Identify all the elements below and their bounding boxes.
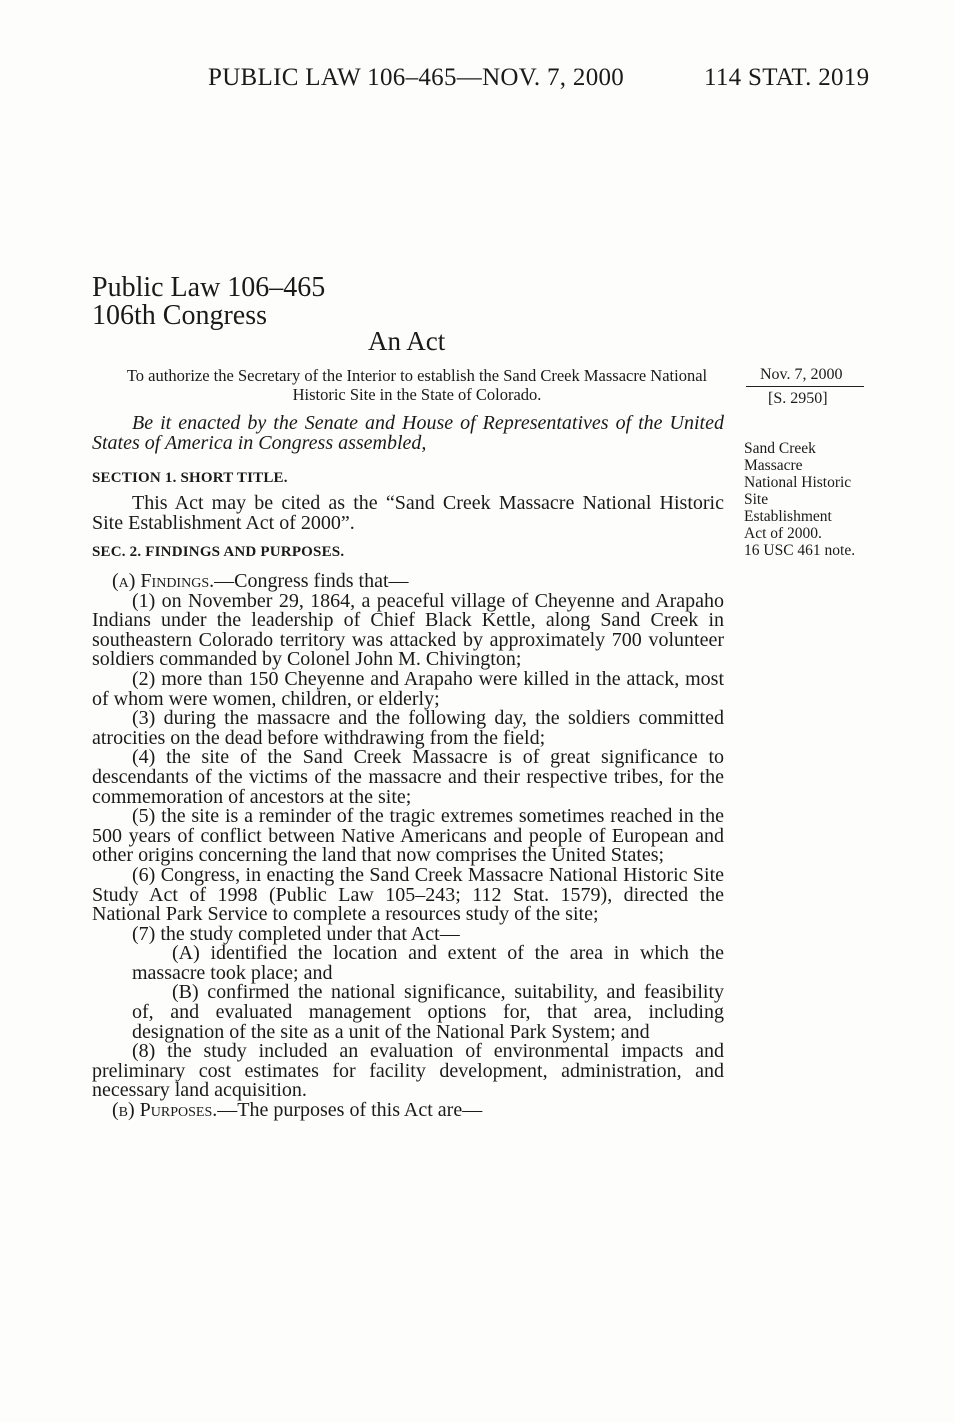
margin-note-line: Site [744,491,769,508]
purposes-subsection [92,1101,724,1121]
finding-paragraph: (2) more than 150 Cheyenne and Arapaho were killed in the attack, most of whom were women, children, or elderly; [92,667,724,710]
finding-subparagraph: (B) confirmed the national significance, suitability, and feasibility of, and evaluated management options for, that area, including designation of the site as a unit of the National Park System; and [132,981,724,1043]
public-law-title: Public Law 106–465 [92,272,326,303]
margin-note-line: Massacre [744,457,803,474]
margin-note [744,440,884,559]
section-2-body [92,572,724,1121]
margin-divider [746,386,864,387]
enacting-clause-text: Be it enacted by the Senate and House of Representatives of the United States of America in Congress assembled, [92,412,724,454]
margin-note-line: 16 USC 461 note. [744,542,856,559]
running-header-left: PUBLIC LAW 106–465—NOV. 7, 2000 [208,64,625,91]
running-header-right: 114 STAT. 2019 [704,64,870,91]
margin-note-line: Act of 2000. [744,525,822,542]
short-title-text: This Act may be cited as the “Sand Creek Massacre National Historic Site Establishment Act of 2000”. [92,492,724,534]
congress-number: 106th Congress [92,300,267,331]
margin-note-line: Establishment [744,508,832,525]
findings-subsection [92,572,724,592]
act-purpose: To authorize the Secretary of the Interior to establish the Sand Creek Massacre National Historic Site in the State of Colorado. [126,366,708,404]
margin-note-line: National Historic [744,474,852,491]
purposes-label: (b) Purposes. [112,1099,218,1122]
finding-paragraph: (6) Congress, in enacting the Sand Creek Massacre National Historic Site Study Act of 1998 (Public Law 105–243; 112 Stat. 1579), directed the National Park Service to complete a resources study of the site; [92,863,724,926]
margin-bill-number: [S. 2950] [768,390,828,407]
finding-paragraph: (1) on November 29, 1864, a peaceful village of Cheyenne and Arapaho Indians under the leadership of Chief Black Kettle, along Sand Creek in southeastern Colorado territory was attacked by approximately 700 volunteer soldiers commanded by Colonel John M. Chivington; [92,589,724,671]
finding-paragraph: (8) the study included an evaluation of environmental impacts and preliminary cost estimates for facility development, administration, and necessary land acquisition. [92,1040,724,1102]
act-heading: An Act [368,326,446,356]
findings-label: (a) Findings. [112,570,215,592]
margin-note-line: Sand Creek [744,440,816,457]
enacting-clause [92,414,724,453]
section-1-body [92,494,724,533]
findings-intro: —Congress finds that— [214,570,409,592]
finding-subparagraph: (A) identified the location and extent of the area in which the massacre took place; and [132,942,724,984]
finding-paragraph: (5) the site is a reminder of the tragic extremes sometimes reached in the 500 years of conflict between Native Americans and people of European and other origins concerning the land that now comprises the United States; [92,805,724,867]
finding-paragraph: (3) during the massacre and the following day, the soldiers committed atrocities on the dead before withdrawing from the field; [92,707,724,749]
section-2-heading: SEC. 2. FINDINGS AND PURPOSES. [92,544,345,560]
finding-paragraph: (4) the site of the Sand Creek Massacre is of great significance to descendants of the victims of the massacre and their respective tribes, for the commemoration of ancestors at the site; [92,746,724,808]
section-1-heading: SECTION 1. SHORT TITLE. [92,470,288,486]
purposes-intro: —The purposes of this Act are— [217,1099,483,1122]
finding-paragraph: (7) the study completed under that Act— [132,922,460,945]
margin-date: Nov. 7, 2000 [760,366,843,383]
